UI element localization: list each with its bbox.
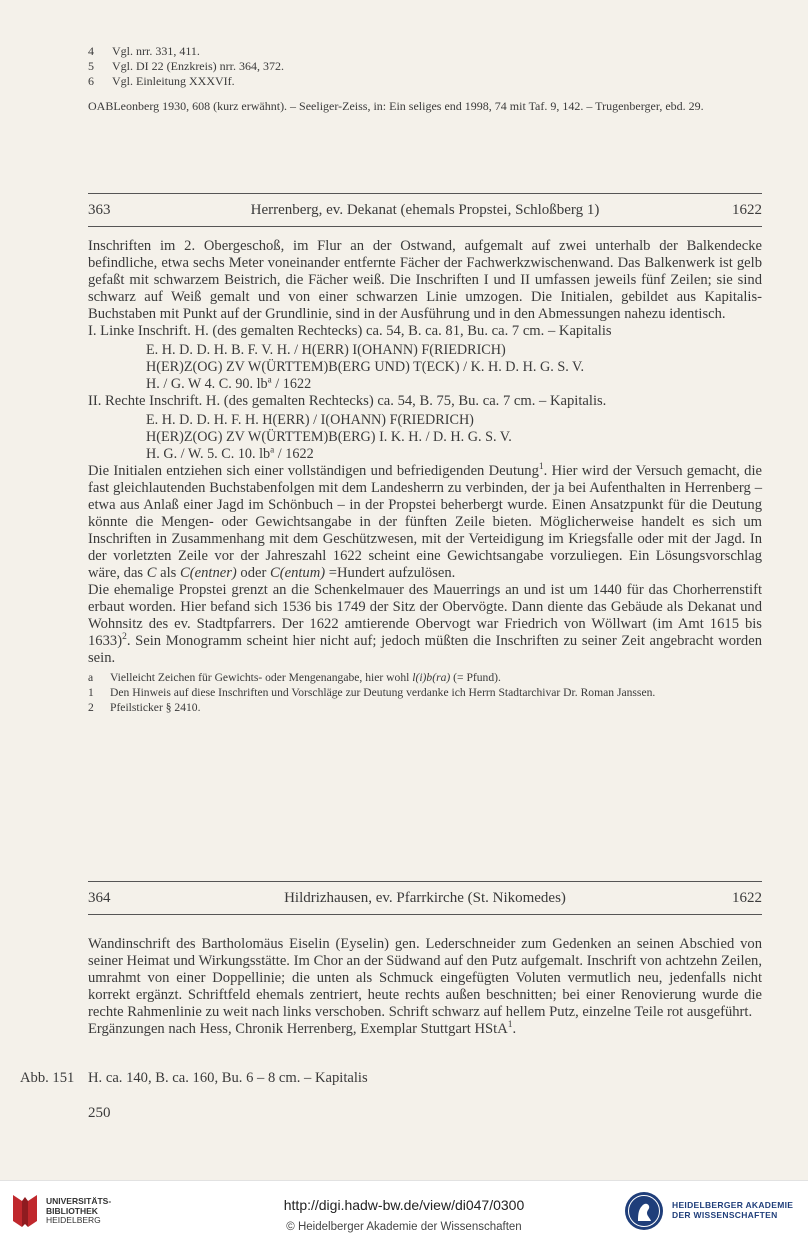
entry-body-363 xyxy=(88,238,762,715)
inscription-heading: II. Rechte Inschrift. H. (des gemalten Rechtecks) ca. 54, B. 75, Bu. ca. 7 cm. – Kapitalis. xyxy=(88,393,607,409)
commentary-paragraph: Die ehemalige Propstei grenzt an die Schenkelmauer des Mauerrings an und ist um 1440 für das Chorherrenstift erbaut worden. Hier befand sich 1536 bis 1749 der Sitz der Obervögte. Dann diente das Gebäude als Dekanat und Wohnsitz des ev. Stadtpfarrers. Der 1622 amtierende Obervogt war Friedrich von Wöllwart (im Amt 1615 bis 1633)$^2$. Sein Monogramm scheint hier nicht auf; jedoch müßten die Inschriften zu seiner Zeit angebracht worden sein. xyxy=(88,582,762,666)
figure-reference: Abb. 151 xyxy=(20,1070,75,1086)
inscription-text: E. H. D. D. H. B. F. V. H. / H(ERR) I(OHANN) F(RIEDRICH) H(ER)Z(OG) ZV W(ÜRTTEM)B(ERG UND) T(ECK) / K. H. D. H. G. S. V. H. / G. W 4. C. 90. $lb^a / 1622$ xyxy=(146,342,585,392)
entry-number: 364 xyxy=(88,890,111,906)
permalink-url[interactable]: http://digi.hadw-bw.de/view/di047/0300 xyxy=(283,1197,525,1213)
entry-title: Herrenberg, ev. Dekanat (ehemals Propstei, Schloßberg 1) xyxy=(250,202,600,218)
entry-footnotes xyxy=(88,670,762,715)
entry-year: 1622 xyxy=(732,202,762,218)
top-footnotes xyxy=(88,44,762,114)
entry-header-364 xyxy=(88,881,762,915)
footnote-line: 5 Vgl. DI 22 (Enzkreis) nrr. 364, 372. xyxy=(88,59,284,73)
academy-name: HEIDELBERGER AKADEMIE DER WISSENSCHAFTEN xyxy=(672,1200,794,1220)
entry-number: 363 xyxy=(88,202,111,218)
entry-header-363 xyxy=(88,193,762,227)
copyright-notice: © Heidelberger Akademie der Wissenschaften xyxy=(286,1221,522,1233)
footer-bar xyxy=(0,1180,808,1241)
footnote-line: a Vielleicht Zeichen für Gewichts- oder Mengenangabe, hier wohl l(i)b(ra) (= Pfund). xyxy=(88,671,501,684)
entry-title: Hildrizhausen, ev. Pfarrkirche (St. Nikomedes) xyxy=(284,890,566,906)
sources-line: Ergänzungen nach Hess, Chronik Herrenberg, Exemplar Stuttgart HStA$^1$. xyxy=(88,1020,517,1037)
inscription-dimensions: H. ca. 140, B. ca. 160, Bu. 6 – 8 cm. – Kapitalis xyxy=(88,1070,368,1086)
page-number: 250 xyxy=(88,1105,111,1121)
entry-description: Inschriften im 2. Obergeschoß, im Flur an der Ostwand, aufgemalt auf zwei unterhalb der Balkendecke befindliche, etwa sechs Meter voneinander entfernte Fächer der Fachwerkzwischenwand. Das Balkenwerk ist gelb gefaßt mit schwarzem Beistrich, die Fächer weiß. Die Inschriften I und II umfassen jeweils fünf Zeilen; sie sind schwarz auf Weiß gemalt und von einer schwarzen Linie umzogen. Die Initialen, gebildet aus Kapitalis-Buchstaben mit Punkt auf der Grundlinie, sind in der Ausführung und in den Abmessungen nahezu identisch. xyxy=(88,238,762,322)
inscription-heading: I. Linke Inschrift. H. (des gemalten Rechtecks) ca. 54, B. ca. 81, Bu. ca. 7 cm. – Kapitalis xyxy=(88,323,612,339)
footnote-line: 4 Vgl. nrr. 331, 411. xyxy=(88,44,200,58)
footnote-line: 6 Vgl. Einleitung XXXVIf. xyxy=(88,74,235,88)
entry-year: 1622 xyxy=(732,890,762,906)
footnote-line: 2 Pfeilsticker § 2410. xyxy=(88,701,201,714)
inscription-text: E. H. D. D. H. F. H. H(ERR) / I(OHANN) F(RIEDRICH) H(ER)Z(OG) ZV W(ÜRTTEM)B(ERG) I. K. H. / D. H. G. S. V. H. G. / W. 5. C. 10. $lb^a / 1622$ xyxy=(146,412,512,462)
literature-references: OABLeonberg 1930, 608 (kurz erwähnt). – Seeliger-Zeiss, in: Ein seliges end 1998, 74 mit Taf. 9, 142. – Trugenberger, ebd. 29. xyxy=(88,99,704,113)
commentary-paragraph: Die Initialen entziehen sich einer vollständigen und befriedigenden Deutung$^1$. Hier wird der Versuch gemacht, die fast gleichlautenden Buchstabenfolgen mit dem Landesherrn zu verbinden, der ja bei Aufenthalten in Herrenberg – etwa aus Anlaß einer Jagd im Schönbuch – in der Propstei beherbergt wurde. Einen Ansatzpunkt für die Deutung könnte die Mengen- oder Gewichtsangabe in der fünften Zeile bieten. Möglicherweise handelt es sich um Inschriften in Zusammenhang mit dem Geschützwesen, mit der Verteidigung im Kriegsfalle oder mit der Jagd. In der vorletzten Zeile vor der Jahreszahl 1622 scheint eine Gewichtsangabe vorzuliegen. Ein Lösungsvorschlag wäre, das C als C(entner) oder C(entum) =Hundert aufzulösen. xyxy=(88,462,762,581)
academy-seal-icon[interactable] xyxy=(624,1191,664,1231)
footnote-line: 1 Den Hinweis auf diese Inschriften und Vorschläge zur Deutung verdanke ich Herrn Stadtarchivar Dr. Roman Janssen. xyxy=(88,686,656,699)
entry-description: Wandinschrift des Bartholomäus Eiselin (Eyselin) gen. Lederschneider zum Gedenken an seinen Abschied von seiner Heimat und Wirkungsstätte. Im Chor an der Südwand auf den Putz aufgemalt. Inschrift von achtzehn Zeilen, umrahmt von einer Doppellinie; die unten als Schmuck eingefügten Voluten vermutlich neu, jedenfalls nicht korrekt ergänzt. Schriftfeld ehemals zentriert, heute rechts außen beschnitten; bei einer Renovierung wurde die rechte Rahmenlinie zu weit nach links verschoben. Schrift schwarz auf hellem Putz, einzelne Teile rot ausgeführt. xyxy=(88,936,762,1020)
university-library-name: UNIVERSITÄTS- BIBLIOTHEK HEIDELBERG xyxy=(46,1196,112,1225)
entry-body-364 xyxy=(88,936,762,1038)
